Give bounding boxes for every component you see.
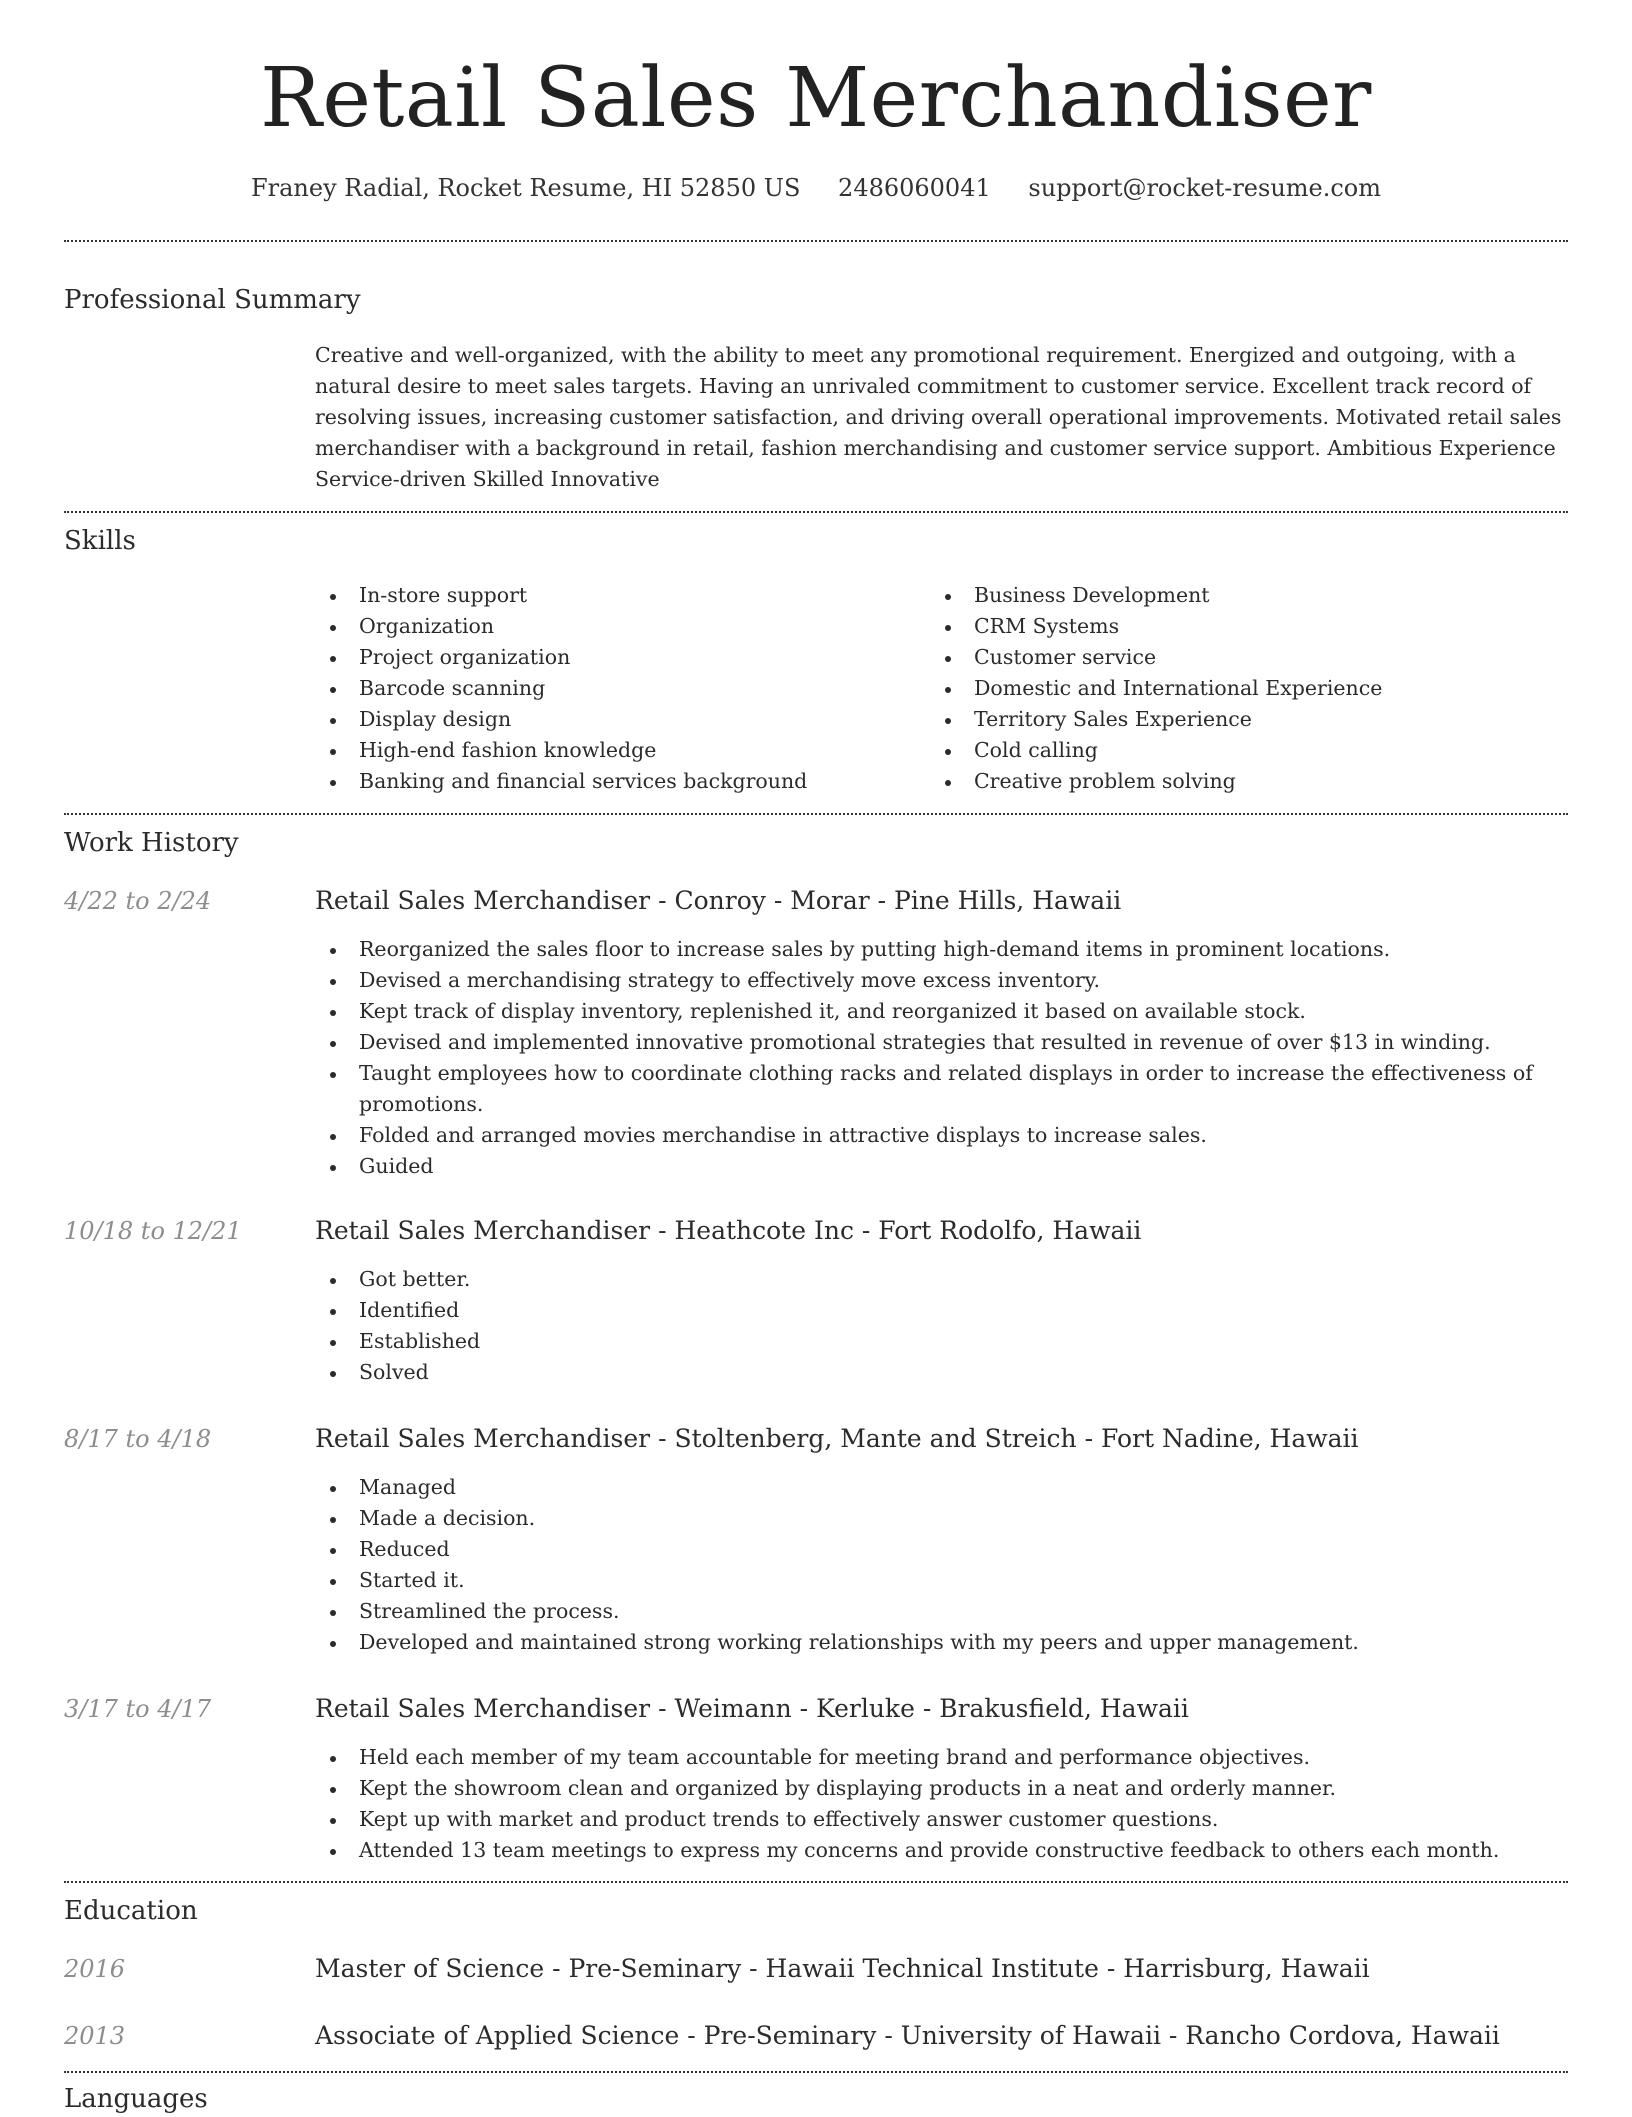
job-bullet-item: Got better. [315,1264,1568,1295]
job-dates: 8/17 to 4/18 [64,1425,212,1453]
skill-item: Project organization [315,642,915,673]
divider [64,2071,1568,2073]
divider [64,1881,1568,1883]
skills-column-right [930,580,1530,797]
section-heading-languages: Languages [64,2084,208,2114]
skill-item: Barcode scanning [315,673,915,704]
skill-item: Customer service [930,642,1530,673]
job-bullet-item: Attended 13 team meetings to express my concerns and provide constructive feedback to others each month. [315,1835,1568,1866]
job-dates: 10/18 to 12/21 [64,1217,242,1245]
skill-item: Cold calling [930,735,1530,766]
job-bullet-item: Solved [315,1357,1568,1388]
job-bullet-item: Taught employees how to coordinate clothing racks and related displays in order to increase the effectiveness of promotions. [315,1058,1568,1120]
job-bullet-item: Devised and implemented innovative promotional strategies that resulted in revenue of over $13 in winding. [315,1027,1568,1058]
section-heading-skills: Skills [64,526,136,556]
contact-phone: 2486060041 [838,174,991,202]
skill-item: High-end fashion knowledge [315,735,915,766]
skill-item: Banking and financial services background [315,766,915,797]
skill-item: Territory Sales Experience [930,704,1530,735]
contact-email: support@rocket-resume.com [1028,174,1382,202]
skill-item: Display design [315,704,915,735]
section-heading-education: Education [64,1896,198,1926]
education-year: 2013 [64,2022,126,2050]
skill-item: Domestic and International Experience [930,673,1530,704]
job-bullet-item: Kept up with market and product trends to effectively answer customer questions. [315,1804,1568,1835]
job-dates: 3/17 to 4/17 [64,1695,212,1723]
education-title: Master of Science - Pre-Seminary - Hawaii Technical Institute - Harrisburg, Hawaii [315,1954,1370,1983]
skill-item: In-store support [315,580,915,611]
job-title: Retail Sales Merchandiser - Conroy - Morar - Pine Hills, Hawaii [315,886,1122,915]
summary-text: Creative and well-organized, with the ability to meet any promotional requirement. Energized and outgoing, with a natural desire to meet sales targets. Having an unrivaled commitment to customer service. Excellent track record of resolving issues, increasing customer satisfaction, and driving overall operational improvements. Motivated retail sales merchandiser with a background in retail, fashion merchandising and customer service support. Ambitious Experience Service-driven Skilled Innovative [315,343,1562,491]
job-bullets [315,934,1568,1182]
contact-address: Franey Radial, Rocket Resume, HI 52850 US [250,174,801,202]
skill-item: Business Development [930,580,1530,611]
skill-item: CRM Systems [930,611,1530,642]
job-bullet-item: Developed and maintained strong working relationships with my peers and upper management. [315,1627,1568,1658]
job-title: Retail Sales Merchandiser - Stoltenberg, Mante and Streich - Fort Nadine, Hawaii [315,1424,1359,1453]
job-bullet-item: Streamlined the process. [315,1596,1568,1627]
section-heading-work: Work History [64,828,239,858]
job-bullet-item: Folded and arranged movies merchandise in attractive displays to increase sales. [315,1120,1568,1151]
skills-column-left [315,580,915,797]
contact-line [0,170,1632,206]
divider [64,511,1568,513]
resume-name: Retail Sales Merchandiser [260,51,1372,146]
education-title: Associate of Applied Science - Pre-Seminary - University of Hawaii - Rancho Cordova, Hawaii [315,2021,1500,2050]
section-heading-summary: Professional Summary [64,285,361,315]
job-title: Retail Sales Merchandiser - Weimann - Kerluke - Brakusfield, Hawaii [315,1694,1189,1723]
divider [64,240,1568,242]
job-bullet-item: Established [315,1326,1568,1357]
job-bullet-item: Reduced [315,1534,1568,1565]
job-bullet-item: Started it. [315,1565,1568,1596]
job-dates: 4/22 to 2/24 [64,887,212,915]
job-bullet-item: Identified [315,1295,1568,1326]
job-bullet-item: Kept the showroom clean and organized by displaying products in a neat and orderly manner. [315,1773,1568,1804]
job-bullet-item: Kept track of display inventory, replenished it, and reorganized it based on available stock. [315,996,1568,1027]
job-bullets [315,1264,1568,1388]
job-bullet-item: Made a decision. [315,1503,1568,1534]
divider [64,813,1568,815]
skill-item: Organization [315,611,915,642]
job-bullet-item: Reorganized the sales floor to increase sales by putting high-demand items in prominent locations. [315,934,1568,965]
job-bullet-item: Managed [315,1472,1568,1503]
job-bullets [315,1742,1568,1866]
job-title: Retail Sales Merchandiser - Heathcote Inc - Fort Rodolfo, Hawaii [315,1216,1142,1245]
job-bullet-item: Devised a merchandising strategy to effectively move excess inventory. [315,965,1568,996]
education-year: 2016 [64,1955,126,1983]
job-bullet-item: Guided [315,1151,1568,1182]
job-bullet-item: Held each member of my team accountable for meeting brand and performance objectives. [315,1742,1568,1773]
skill-item: Creative problem solving [930,766,1530,797]
job-bullets [315,1472,1568,1658]
